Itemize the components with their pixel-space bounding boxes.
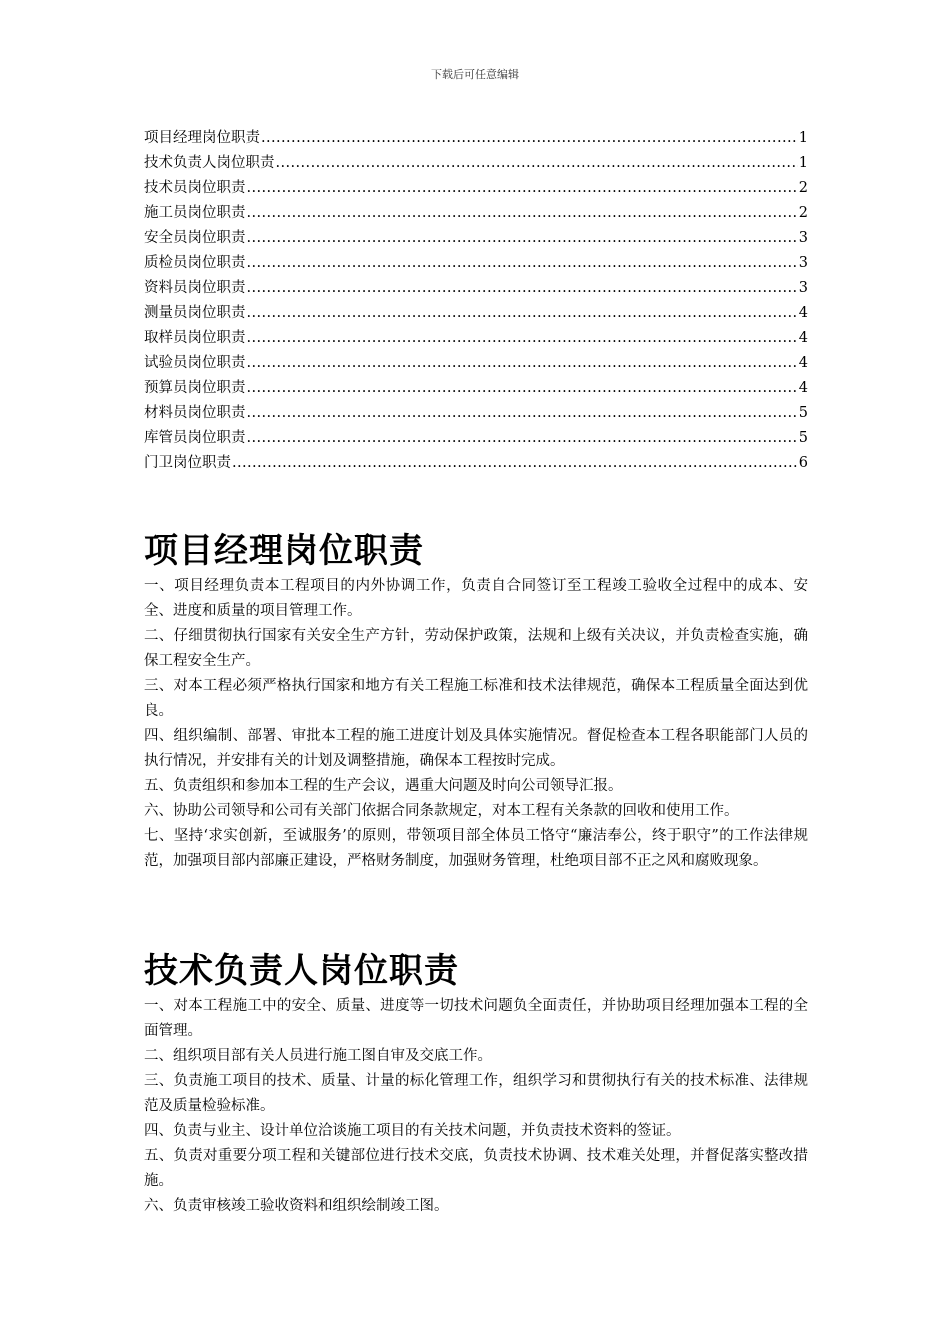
toc-entry-label: 预算员岗位职责 [144, 380, 246, 396]
paragraph: 一、项目经理负责本工程项目的内外协调工作，负责自合同签订至工程竣工验收全过程中的成本、安全、进度和质量的项目管理工作。 [144, 578, 808, 619]
paragraph: 六、协助公司领导和公司有关部门依据合同条款规定，对本工程有关条款的回收和使用工作。 [144, 803, 739, 819]
toc-leader-dots [247, 401, 798, 426]
toc-leader-dots [276, 151, 798, 176]
toc-entry[interactable] [144, 401, 808, 426]
toc-entry-label: 材料员岗位职责 [144, 405, 246, 421]
section-body [144, 574, 808, 874]
section-technical-lead [144, 948, 808, 1219]
toc-entry-page: 3 [798, 280, 808, 296]
toc-entry[interactable] [144, 376, 808, 401]
toc-entry[interactable] [144, 226, 808, 251]
paragraph: 四、组织编制、部署、审批本工程的施工进度计划及具体实施情况。督促检查本工程各职能部门人员的执行情况，并安排有关的计划及调整措施，确保本工程按时完成。 [144, 728, 808, 769]
toc-entry-page: 4 [798, 380, 808, 396]
toc-entry-label: 技术员岗位职责 [144, 180, 246, 196]
toc-entry-page: 1 [798, 130, 808, 146]
toc-entry-label: 库管员岗位职责 [144, 430, 246, 446]
toc-entry[interactable] [144, 201, 808, 226]
toc-leader-dots [247, 301, 798, 326]
toc-entry[interactable] [144, 251, 808, 276]
paragraph: 三、负责施工项目的技术、质量、计量的标化管理工作，组织学习和贯彻执行有关的技术标准、法律规范及质量检验标准。 [144, 1073, 808, 1114]
toc-entry-page: 4 [798, 330, 808, 346]
toc-entry-page: 2 [798, 180, 808, 196]
toc-entry-page: 4 [798, 355, 808, 371]
toc-entry[interactable] [144, 426, 808, 451]
toc-leader-dots [247, 426, 798, 451]
toc-entry[interactable] [144, 301, 808, 326]
toc-leader-dots [247, 251, 798, 276]
toc-entry-label: 质检员岗位职责 [144, 255, 246, 271]
toc-leader-dots [247, 326, 798, 351]
toc-entry-label: 项目经理岗位职责 [144, 130, 260, 146]
toc-leader-dots [247, 351, 798, 376]
toc-entry[interactable] [144, 176, 808, 201]
toc-leader-dots [247, 201, 798, 226]
toc-leader-dots [247, 176, 798, 201]
toc-entry-label: 取样员岗位职责 [144, 330, 246, 346]
paragraph: 五、负责对重要分项工程和关键部位进行技术交底，负责技术协调、技术难关处理，并督促落实整改措施。 [144, 1148, 808, 1189]
section-body [144, 994, 808, 1219]
toc-entry-page: 5 [798, 430, 808, 446]
toc-entry-label: 测量员岗位职责 [144, 305, 246, 321]
toc-leader-dots [232, 451, 798, 476]
paragraph: 三、对本工程必须严格执行国家和地方有关工程施工标准和技术法律规范，确保本工程质量全面达到优良。 [144, 678, 808, 719]
table-of-contents [144, 126, 808, 476]
toc-entry-label: 试验员岗位职责 [144, 355, 246, 371]
section-project-manager [144, 528, 808, 874]
paragraph: 六、负责审核竣工验收资料和组织绘制竣工图。 [144, 1198, 449, 1214]
section-heading: 项目经理岗位职责 [144, 531, 424, 571]
toc-entry-page: 5 [798, 405, 808, 421]
toc-entry-label: 资料员岗位职责 [144, 280, 246, 296]
paragraph: 一、对本工程施工中的安全、质量、进度等一切技术问题负全面责任，并协助项目经理加强本工程的全面管理。 [144, 998, 808, 1039]
toc-entry[interactable] [144, 126, 808, 151]
toc-entry[interactable] [144, 151, 808, 176]
toc-entry-label: 技术负责人岗位职责 [144, 155, 275, 171]
header-note: 下载后可任意编辑 [431, 68, 519, 81]
toc-leader-dots [261, 126, 798, 151]
paragraph: 五、负责组织和参加本工程的生产会议，遇重大问题及时向公司领导汇报。 [144, 778, 623, 794]
toc-entry-page: 6 [798, 455, 808, 471]
paragraph: 二、仔细贯彻执行国家有关安全生产方针，劳动保护政策，法规和上级有关决议，并负责检查实施，确保工程安全生产。 [144, 628, 808, 669]
toc-leader-dots [247, 226, 798, 251]
toc-entry-page: 2 [798, 205, 808, 221]
toc-entry-page: 3 [798, 230, 808, 246]
toc-entry-label: 安全员岗位职责 [144, 230, 246, 246]
paragraph: 七、坚持‘求实创新，至诚服务’的原则，带领项目部全体员工恪守“廉洁奉公，终于职守”的工作法律规范，加强项目部内部廉正建设，严格财务制度，加强财务管理，杜绝项目部不正之风和腐败现象。 [144, 828, 808, 869]
toc-entry-page: 4 [798, 305, 808, 321]
toc-entry-label: 施工员岗位职责 [144, 205, 246, 221]
toc-entry[interactable] [144, 351, 808, 376]
toc-entry-page: 3 [798, 255, 808, 271]
toc-entry-label: 门卫岗位职责 [144, 455, 231, 471]
toc-entry[interactable] [144, 326, 808, 351]
paragraph: 二、组织项目部有关人员进行施工图自审及交底工作。 [144, 1048, 492, 1064]
paragraph: 四、负责与业主、设计单位洽谈施工项目的有关技术问题，并负责技术资料的签证。 [144, 1123, 681, 1139]
toc-entry[interactable] [144, 451, 808, 476]
toc-entry-page: 1 [798, 155, 808, 171]
toc-entry[interactable] [144, 276, 808, 301]
toc-leader-dots [247, 276, 798, 301]
section-heading: 技术负责人岗位职责 [144, 951, 459, 991]
toc-leader-dots [247, 376, 798, 401]
